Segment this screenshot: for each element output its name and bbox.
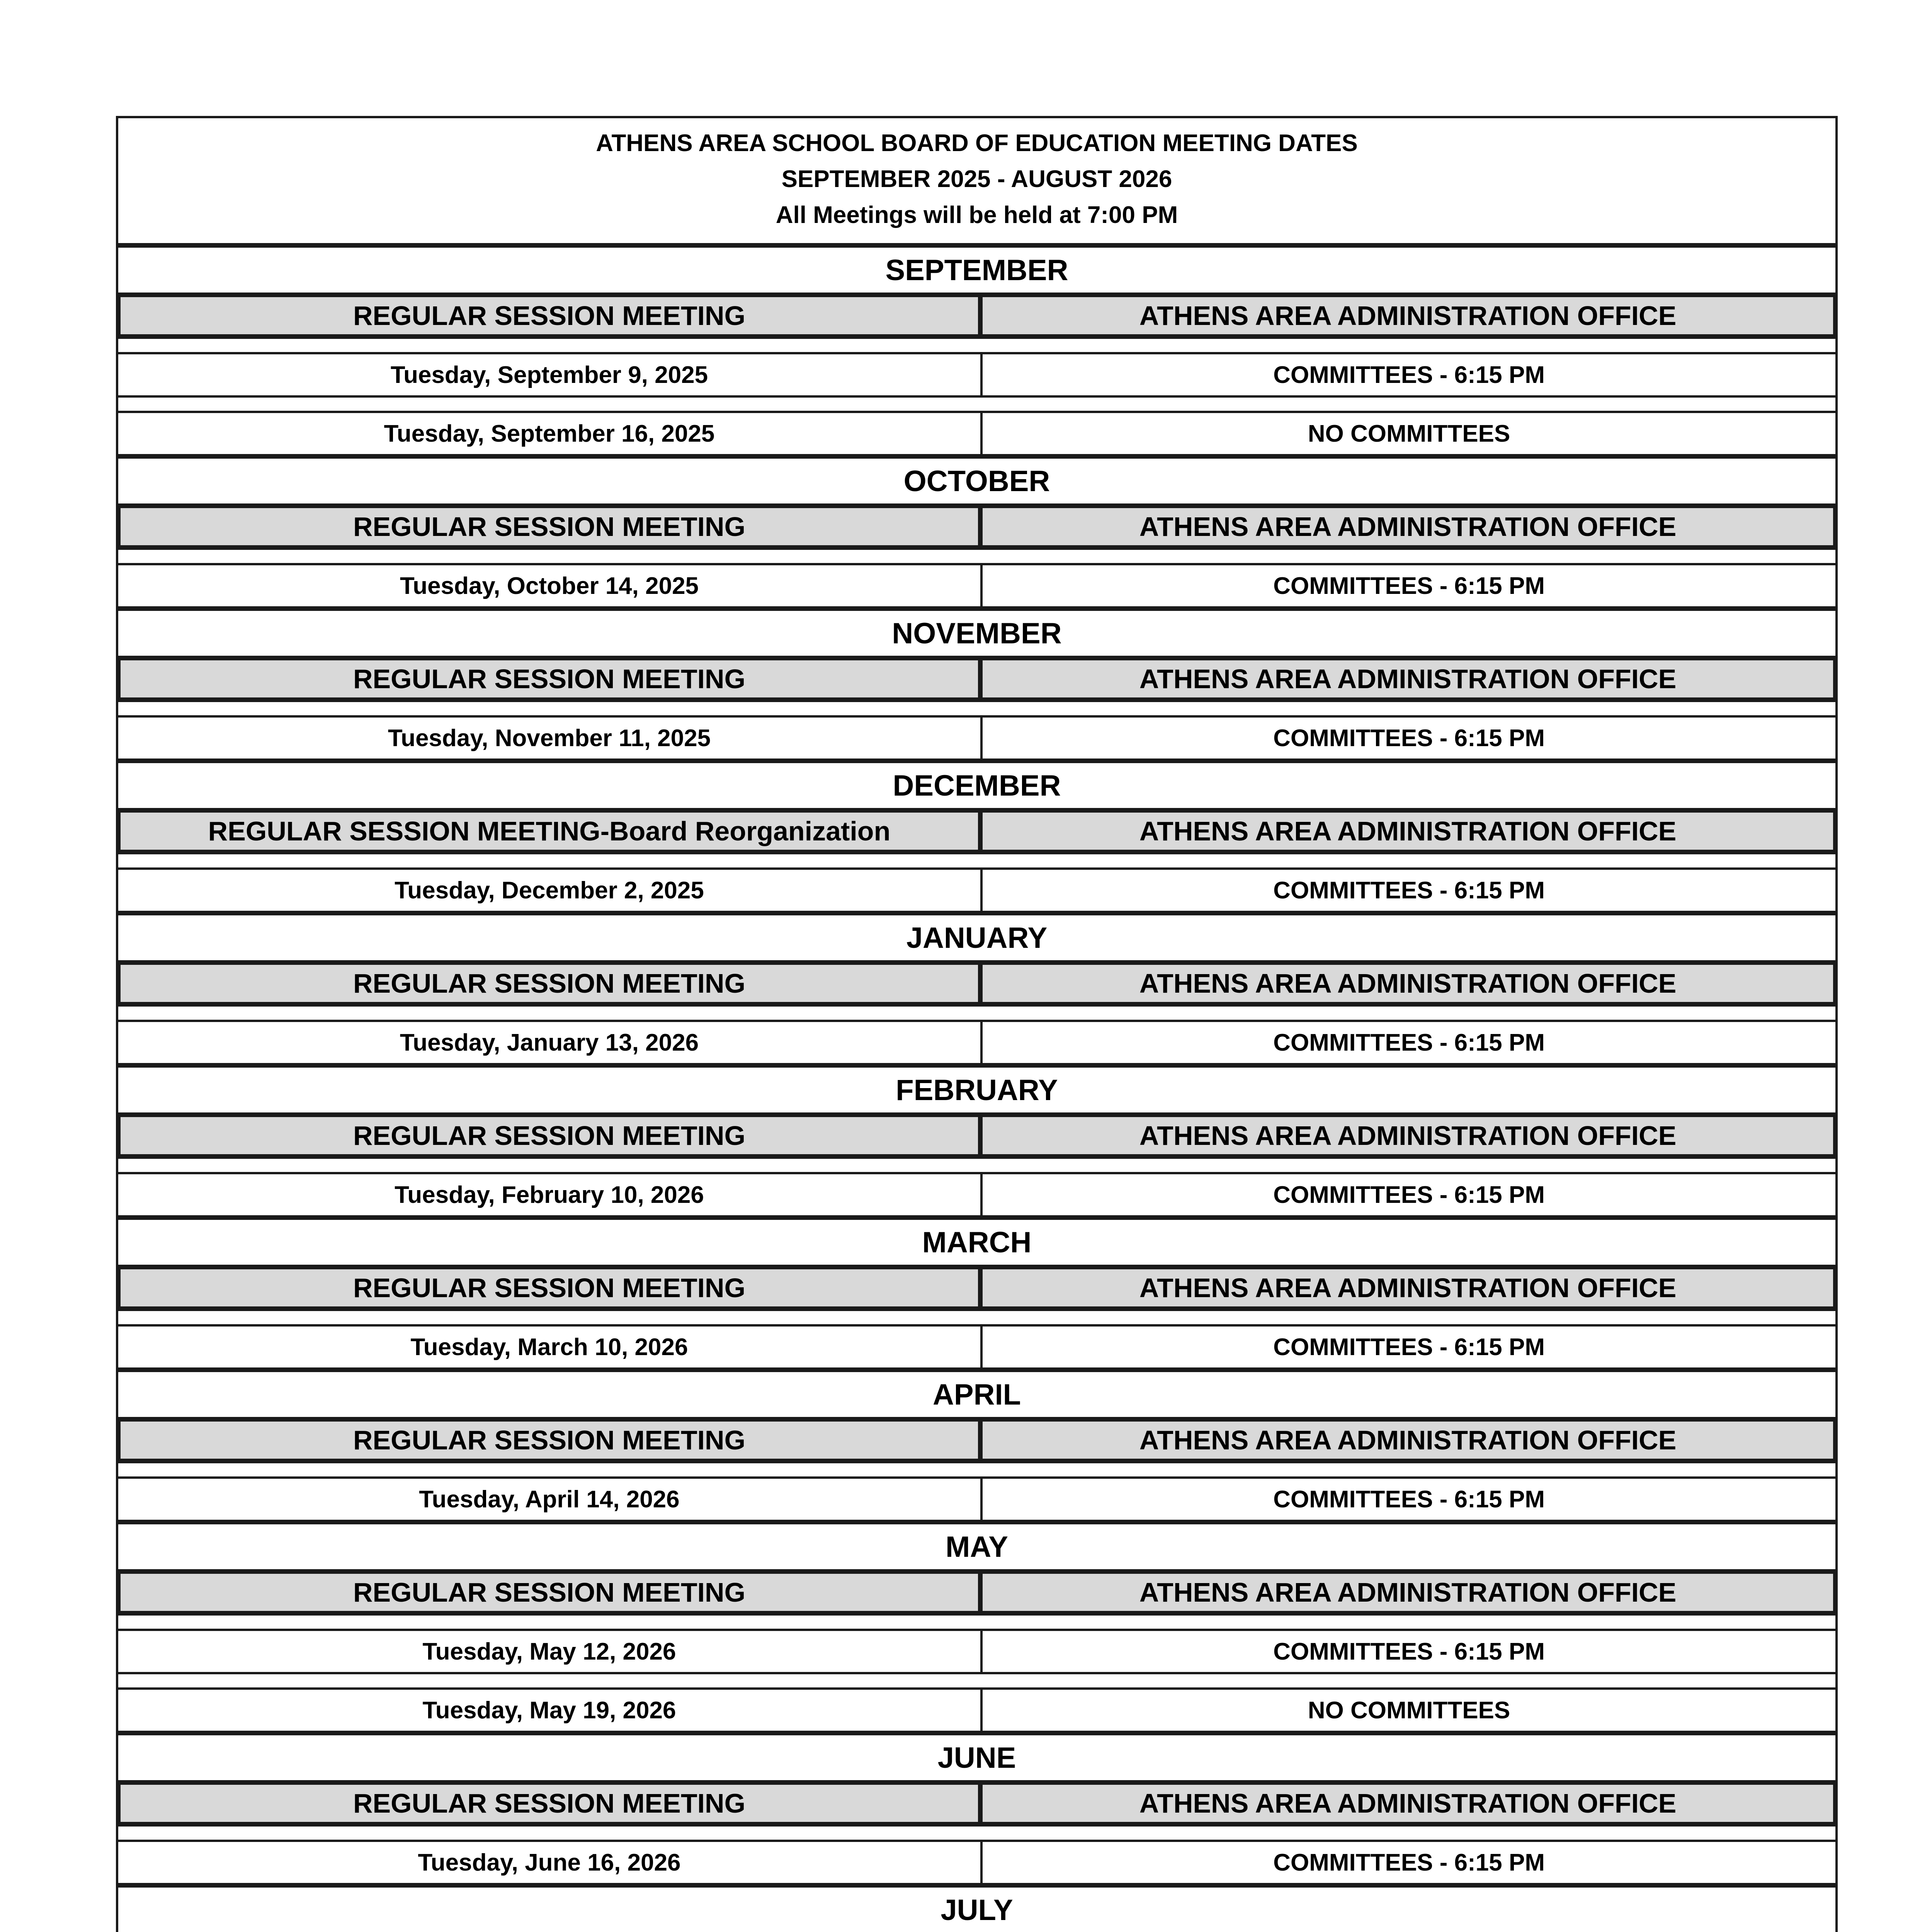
committee-note: COMMITTEES - 6:15 PM [1273,724,1545,752]
committee-note: COMMITTEES - 6:15 PM [1273,361,1545,388]
month-name: NOVEMBER [118,609,1835,656]
session-type-header: REGULAR SESSION MEETING [116,660,983,697]
meeting-date: Tuesday, October 14, 2025 [118,565,983,606]
month-name: MAY [118,1522,1835,1569]
meeting-row [118,413,1835,456]
row-spacer [118,1007,1835,1022]
month-section [118,761,1835,913]
row-spacer [118,1674,1835,1690]
month-name: JANUARY [118,913,1835,960]
meeting-row [118,718,1835,761]
months-container [118,245,1835,1932]
row-spacer [118,1311,1835,1327]
meeting-date: Tuesday, May 12, 2026 [118,1631,983,1672]
session-type-header: REGULAR SESSION MEETING-Board Reorganization [116,813,983,850]
meeting-row [118,1174,1835,1218]
meeting-date: Tuesday, September 9, 2025 [118,354,983,395]
meeting-date: Tuesday, March 10, 2026 [118,1327,983,1367]
row-spacer [118,1827,1835,1842]
month-header-row [116,960,1838,1007]
month-section [118,1733,1835,1885]
meeting-row [118,1690,1835,1733]
session-type-header: REGULAR SESSION MEETING [116,1422,983,1459]
meeting-row [118,870,1835,913]
meeting-row [118,354,1835,398]
location-header: ATHENS AREA ADMINISTRATION OFFICE [983,1117,1838,1154]
document-title: ATHENS AREA SCHOOL BOARD OF EDUCATION MEETING DATES [596,130,1358,156]
meeting-row [118,1022,1835,1065]
meeting-date: Tuesday, January 13, 2026 [118,1022,983,1063]
committee-note: NO COMMITTEES [1308,420,1510,447]
row-spacer [118,398,1835,413]
month-section [118,1522,1835,1733]
location-header: ATHENS AREA ADMINISTRATION OFFICE [983,813,1838,850]
meeting-date: Tuesday, June 16, 2026 [118,1842,983,1883]
month-name: FEBRUARY [118,1065,1835,1112]
month-section [118,1885,1835,1932]
month-name: JUNE [118,1733,1835,1780]
meeting-date: Tuesday, November 11, 2025 [118,718,983,759]
month-name: APRIL [118,1370,1835,1417]
session-type-header: REGULAR SESSION MEETING [116,965,983,1002]
month-section [118,245,1835,456]
session-type-header: REGULAR SESSION MEETING [116,1574,983,1611]
committee-note: COMMITTEES - 6:15 PM [1273,1029,1545,1056]
session-type-header: REGULAR SESSION MEETING [116,297,983,334]
meeting-date: Tuesday, April 14, 2026 [118,1479,983,1520]
meeting-date: Tuesday, February 10, 2026 [118,1174,983,1215]
row-spacer [118,339,1835,354]
meeting-date: Tuesday, December 2, 2025 [118,870,983,911]
row-spacer [118,1463,1835,1479]
meeting-row [118,1327,1835,1370]
meeting-row [118,1479,1835,1522]
row-spacer [118,1159,1835,1174]
month-name: SEPTEMBER [118,245,1835,293]
location-header: ATHENS AREA ADMINISTRATION OFFICE [983,1422,1838,1459]
session-type-header: REGULAR SESSION MEETING [116,1117,983,1154]
title-block [118,118,1835,245]
month-name: OCTOBER [118,456,1835,503]
month-section [118,1065,1835,1218]
location-header: ATHENS AREA ADMINISTRATION OFFICE [983,1785,1838,1822]
row-spacer [118,1616,1835,1631]
month-header-row [116,293,1838,339]
location-header: ATHENS AREA ADMINISTRATION OFFICE [983,508,1838,545]
month-header-row [116,1417,1838,1463]
meeting-row [118,1631,1835,1674]
month-header-row [116,1112,1838,1159]
month-section [118,913,1835,1065]
committee-note: COMMITTEES - 6:15 PM [1273,1333,1545,1361]
date-range: SEPTEMBER 2025 - AUGUST 2026 [781,166,1172,192]
row-spacer [118,854,1835,870]
location-header: ATHENS AREA ADMINISTRATION OFFICE [983,965,1838,1002]
meeting-date: Tuesday, September 16, 2025 [118,413,983,454]
committee-note: COMMITTEES - 6:15 PM [1273,1486,1545,1513]
location-header: ATHENS AREA ADMINISTRATION OFFICE [983,1574,1838,1611]
committee-note: COMMITTEES - 6:15 PM [1273,1181,1545,1208]
session-type-header: REGULAR SESSION MEETING [116,1785,983,1822]
month-header-row [116,656,1838,702]
month-header-row [116,1780,1838,1827]
meeting-schedule-table [116,116,1838,1932]
session-type-header: REGULAR SESSION MEETING [116,508,983,545]
row-spacer [118,550,1835,565]
location-header: ATHENS AREA ADMINISTRATION OFFICE [983,297,1838,334]
meeting-row [118,565,1835,609]
committee-note: COMMITTEES - 6:15 PM [1273,877,1545,904]
month-header-row [116,1569,1838,1616]
committee-note: COMMITTEES - 6:15 PM [1273,1638,1545,1665]
committee-note: COMMITTEES - 6:15 PM [1273,1849,1545,1876]
location-header: ATHENS AREA ADMINISTRATION OFFICE [983,660,1838,697]
meeting-row [118,1842,1835,1885]
month-section [118,1218,1835,1370]
month-header-row [116,1265,1838,1311]
meeting-date: Tuesday, May 19, 2026 [118,1690,983,1731]
row-spacer [118,702,1835,718]
month-name: JULY [118,1885,1835,1932]
month-section [118,609,1835,761]
meeting-time-note: All Meetings will be held at 7:00 PM [776,202,1178,228]
month-header-row [116,503,1838,550]
session-type-header: REGULAR SESSION MEETING [116,1269,983,1306]
month-header-row [116,808,1838,854]
month-section [118,1370,1835,1522]
month-name: MARCH [118,1218,1835,1265]
month-name: DECEMBER [118,761,1835,808]
month-section [118,456,1835,609]
committee-note: NO COMMITTEES [1308,1697,1510,1724]
location-header: ATHENS AREA ADMINISTRATION OFFICE [983,1269,1838,1306]
committee-note: COMMITTEES - 6:15 PM [1273,572,1545,599]
